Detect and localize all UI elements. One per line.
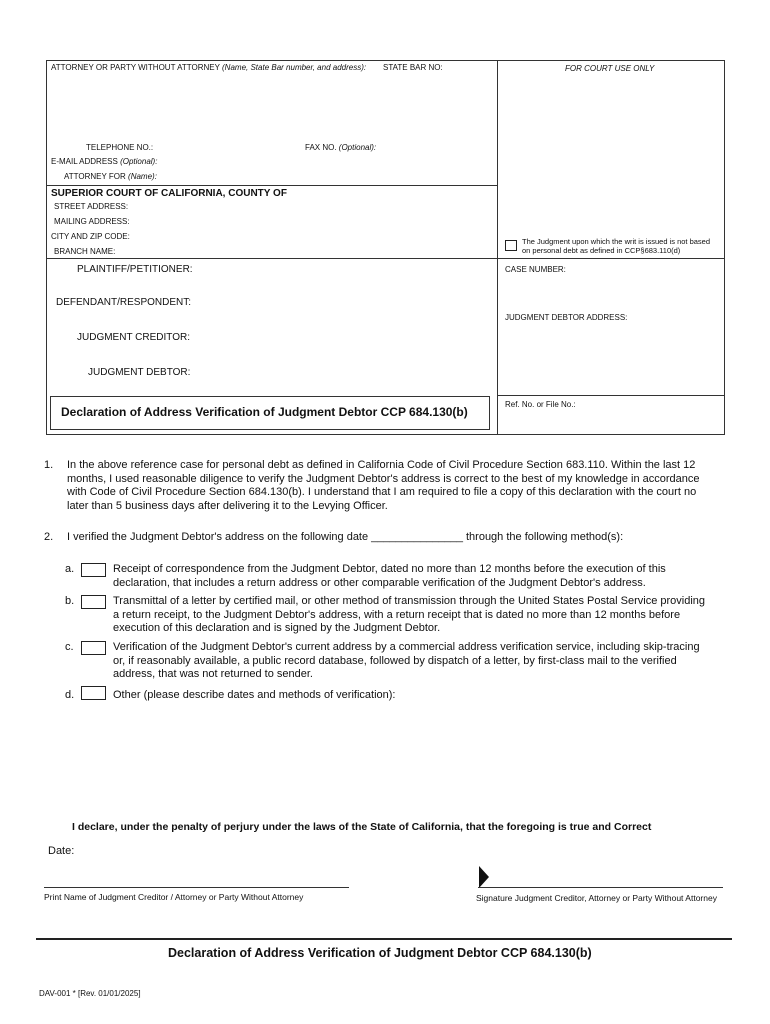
fax-label: FAX NO. (Optional): <box>305 143 377 152</box>
court-section-top <box>46 185 497 186</box>
judgment-creditor-label: JUDGMENT CREDITOR: <box>77 332 190 343</box>
item1-line3: with Code of Civil Procedure Section 684.130(b). I understand that I am required to file a copy of this declaration with the court no <box>67 486 697 498</box>
option-b-text <box>113 595 728 636</box>
form-title: Declaration of Address Verification of Judgment Debtor CCP 684.130(b) <box>61 405 468 419</box>
option-c-checkbox[interactable] <box>81 641 106 655</box>
mailing-address-label: MAILING ADDRESS: <box>54 217 130 226</box>
state-bar-label: STATE BAR NO: <box>383 63 443 72</box>
ref-section-top <box>497 395 725 396</box>
option-a-letter: a. <box>65 563 75 575</box>
option-a-line1: Receipt of correspondence from the Judgment Debtor, dated no more than 12 months before the execution of this <box>113 563 666 575</box>
option-b-line2: a return receipt, to the Judgment Debtor's address, with a return receipt that is dated no more than 12 months before <box>113 608 681 621</box>
option-a-line2: declaration, that includes a return address or other comparable verification of the Judgment Debtor's address. <box>113 576 646 589</box>
option-c-text <box>113 641 728 682</box>
item1-number: 1. <box>44 459 54 471</box>
option-b-line1: Transmittal of a letter by certified mail, or other method of transmission through the United States Postal Service providing <box>113 595 706 607</box>
form-id: DAV-001 * [Rev. 01/01/2025] <box>39 989 141 998</box>
item1-line2: months, I used reasonable diligence to verify the Judgment Debtor's address is correct to the best of my knowledge in accordance <box>67 472 700 485</box>
footer-title: Declaration of Address Verification of Judgment Debtor CCP 684.130(b) <box>168 946 592 960</box>
print-name-label: Print Name of Judgment Creditor / Attorney or Party Without Attorney <box>44 892 304 902</box>
caption-divider <box>497 60 498 435</box>
option-c-line3: address, that was not returned to sender. <box>113 668 313 680</box>
ref-no-label: Ref. No. or File No.: <box>505 400 576 409</box>
branch-name-label: BRANCH NAME: <box>54 247 116 256</box>
case-number-label: CASE NUMBER: <box>505 265 566 274</box>
item2-text: I verified the Judgment Debtor's address on the following date _______________ through the following method(s): <box>67 531 624 543</box>
option-d-text: Other (please describe dates and methods of verification): <box>113 689 396 701</box>
judgment-note-line2: on personal debt as defined in CCP§683.110(d) <box>522 246 681 255</box>
defendant-label: DEFENDANT/RESPONDENT: <box>56 297 192 308</box>
telephone-label: TELEPHONE NO.: <box>86 143 154 152</box>
judgment-debtor-label: JUDGMENT DEBTOR: <box>88 367 191 378</box>
option-a-text <box>113 563 728 590</box>
email-label: E-MAIL ADDRESS (Optional): <box>51 157 158 166</box>
attorney-label: ATTORNEY OR PARTY WITHOUT ATTORNEY (Name, State Bar number, and address): <box>51 63 367 72</box>
signature-line <box>478 887 723 888</box>
option-d-checkbox[interactable] <box>81 686 106 700</box>
option-a-checkbox[interactable] <box>81 563 106 577</box>
option-b-letter: b. <box>65 595 75 607</box>
print-name-line <box>44 887 349 888</box>
signature-label: Signature Judgment Creditor, Attorney or Party Without Attorney <box>476 893 717 903</box>
plaintiff-label: PLAINTIFF/PETITIONER: <box>77 264 193 275</box>
footer-rule <box>36 938 732 940</box>
attorney-for-label: ATTORNEY FOR (Name): <box>64 172 157 181</box>
debtor-address-label: JUDGMENT DEBTOR ADDRESS: <box>505 313 628 322</box>
item1-line1: In the above reference case for personal debt as defined in California Code of Civil Procedure Section 683.110. Within the last 12 <box>67 459 696 471</box>
option-b-checkbox[interactable] <box>81 595 106 609</box>
item2-number: 2. <box>44 531 54 543</box>
parties-section-top <box>46 258 725 259</box>
option-d-letter: d. <box>65 689 75 701</box>
court-title: SUPERIOR COURT OF CALIFORNIA, COUNTY OF <box>51 188 287 199</box>
option-c-line2: or, if reasonably available, a public record database, followed by dispatch of a letter, by first-class mail to the verified <box>113 654 677 667</box>
street-address-label: STREET ADDRESS: <box>54 202 129 211</box>
not-personal-debt-checkbox[interactable] <box>505 240 517 251</box>
option-c-line1: Verification of the Judgment Debtor's current address by a commercial address verification service, including skip-tracing <box>113 641 700 653</box>
judgment-note <box>522 237 710 255</box>
city-zip-label: CITY AND ZIP CODE: <box>51 232 130 241</box>
item1-line4: later than 5 business days after delivering it to the Levying Officer. <box>67 499 388 512</box>
court-use-label: FOR COURT USE ONLY <box>565 64 655 73</box>
option-c-letter: c. <box>65 641 74 653</box>
signature-arrow-icon <box>478 866 490 888</box>
date-label: Date: <box>48 845 75 857</box>
option-b-line3: execution of this declaration and is signed by the Judgment Debtor. <box>113 622 441 634</box>
judgment-note-line1: The Judgment upon which the writ is issued is not based <box>522 237 711 246</box>
item1-text <box>67 459 727 513</box>
perjury-statement: I declare, under the penalty of perjury under the laws of the State of California, that the foregoing is true and Correct <box>72 821 652 833</box>
